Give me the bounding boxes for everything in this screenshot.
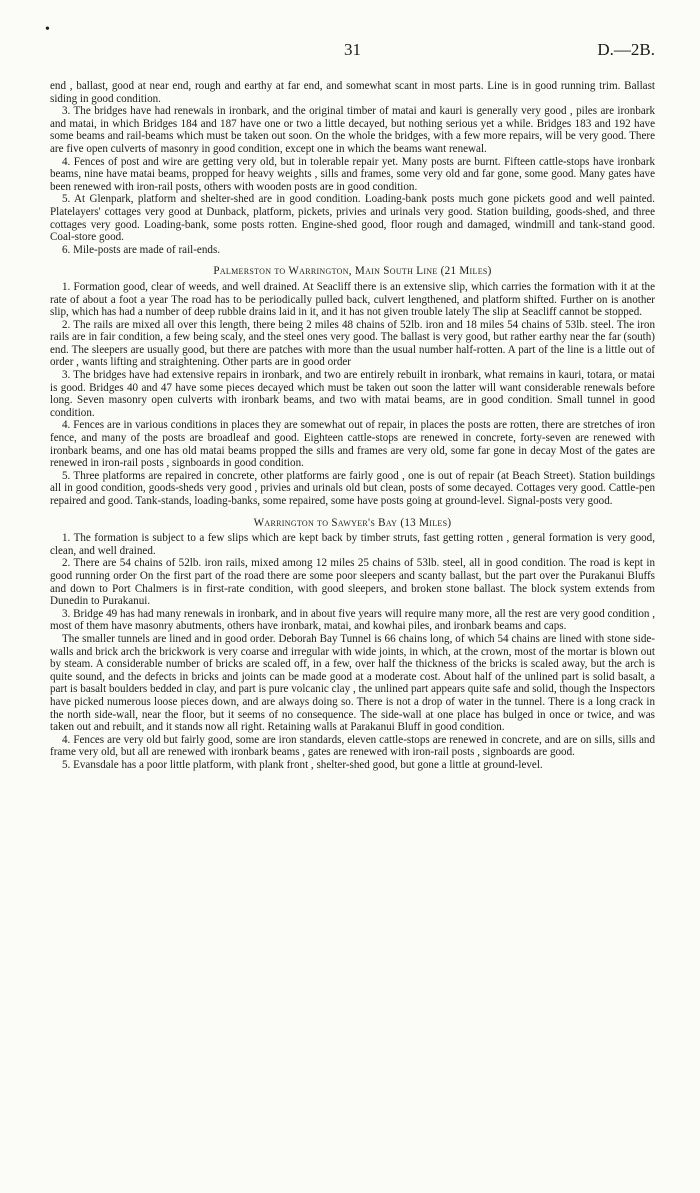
paragraph: The smaller tunnels are lined and in good order. Deborah Bay Tunnel is 66 chains long, of which 54 chains are lined with stone side-walls and brick arch the brickwork is very coarse and irregular with wide joints, in which, at the crown, most of the mortar is blown out by steam. A considerable number of bricks are scaled off, in a few, over half the thickness of the bricks is scaled away, but the arch is quite sound, and the defects in bricks and joints can be made good at a moderate cost. About half of the unlined part is solid basalt, a part is basalt boulders bedded in clay, and part is pure volcanic clay , the unlined part appears quite safe and solid, though the Inspectors have picked numerous loose pieces down, and are always doing so. There is not a drop of water in the tunnel. There is a long crack in the north side-wall, near the floor, but it seems of no consequence. The side-wall at one place has bulged in once or twice, and was taken out and rebuilt, and it stands now all right. Retaining walls at Parakanui Bluff in good condition. xyxy=(50,632,655,734)
document-reference: D.—2B. xyxy=(597,40,655,59)
paragraph: 2. The rails are mixed all over this length, there being 2 miles 48 chains of 52lb. iron and 18 miles 54 chains of 53lb. steel. The iron rails are in fair condition, a few being scaly, and the steel ones very good. The ballast is very good, but rather earthy near the far (south) end. The sleepers are usually good, but there are patches with more than the usual number half-rotten. A part of the line is a little out of order , wants lifting and straightening. Other parts are in good order xyxy=(50,318,655,369)
paragraph: 3. The bridges have had extensive repairs in ironbark, and two are entirely rebuilt in ironbark, what remains in kauri, totara, or matai is good. Bridges 40 and 47 have some pieces decayed which must be taken out soon the latter will want considerable renewals before long. Seven masonry open culverts with ironbark beams, and two with matai beams, are in good condition. Small tunnel in good condition. xyxy=(50,369,655,419)
paragraph: 4. Fences are in various conditions in places they are somewhat out of repair, in places the posts are rotten, there are stretches of iron fence, and many of the posts are broadleaf and good. Eighteen cattle-stops are renewed in concrete, forty-seven are renewed with ironbark beams, and one has old matai beams propped the sills and frames are very old, some far gone in decay Most of the gates are renewed in iron-rail posts , signboards in good condition. xyxy=(50,419,655,470)
page-header xyxy=(50,40,655,64)
paragraph: 2. There are 54 chains of 52lb. iron rails, mixed among 12 miles 25 chains of 53lb. steel, all in good condition. The road is kept in good running order On the first part of the road there are some poor sleepers and scanty ballast, but the part over the Purakanui Bluffs and down to Port Chalmers is in first-rate condition, with good sleepers, and broken stone ballast. The block system extends from Dunedin to Purakanui. xyxy=(50,557,655,608)
paragraph: 3. Bridge 49 has had many renewals in ironbark, and in about five years will require many more, all the rest are very good condition , most of them have masonry abutments, others have ironbark, matai, and kowhai piles, and ironbark beams and caps. xyxy=(50,607,655,633)
page-number: 31 xyxy=(344,40,361,59)
section-heading: Palmerston to Warrington, Main South Line (21 Miles) xyxy=(213,265,492,278)
paragraph: end , ballast, good at near end, rough and earthy at far end, and somewhat scant in most parts. Line is in good running trim. Ballast siding in good condition. xyxy=(50,80,655,105)
paragraph: 1. Formation good, clear of weeds, and well drained. At Seacliff there is an extensive slip, which carries the formation with it at the rate of about a foot a year The road has to be periodically pulled back, culvert lengthened, and platform shifted. Further on is another slip, which has had a number of deep rubble drains laid in it, and it has not given trouble lately The slip at Seacliff cannot be stopped. xyxy=(50,280,655,319)
paragraph: 4. Fences are very old but fairly good, some are iron standards, eleven cattle-stops are renewed in concrete, and are on sills, sills and frame very old, but all are renewed with ironbark beams , gates are renewed with iron-rail posts , signboards are good. xyxy=(50,733,655,759)
paragraph: 1. The formation is subject to a few slips which are kept back by timber struts, fast getting rotten , general formation is very good, clean, and well drained. xyxy=(50,532,655,557)
paragraph: 4. Fences of post and wire are getting very old, but in tolerable repair yet. Many posts are burnt. Fifteen cattle-stops have ironbark beams, nine have matai beams, propped for heavy weights , sills and frames, some very old and far gone, some good. Many gates have been renewed with iron-rail posts, others with wooden posts are in good condition. xyxy=(50,155,655,193)
page-mark: • xyxy=(45,22,50,37)
paragraph: 5. Evansdale has a poor little platform, with plank front , shelter-shed good, but gone a little at ground-level. xyxy=(62,758,543,771)
paragraph: 6. Mile-posts are made of rail-ends. xyxy=(62,243,221,256)
paragraph: 5. Three platforms are repaired in concrete, other platforms are fairly good , one is out of repair (at Beach Street). Station buildings all in good condition, goods-sheds very good , privies and urinals old but clean, posts of some decayed. Cottages very good. Cattle-pen repaired and good. Tank-stands, loading-banks, some repaired, some have posts going at ground-level. Signal-posts very good. xyxy=(50,469,655,507)
section-heading: Warrington to Sawyer's Bay (13 Miles) xyxy=(253,516,452,529)
paragraph: 3. The bridges have had renewals in ironbark, and the original timber of matai and kauri is generally very good , piles are ironbark and matai, in which Bridges 184 and 187 have one or two a little decayed, but nothing serious yet a while. Bridges 183 and 192 have some beams and rail-beams which must be taken out soon. On the whole the bridges, with a few more repairs, will be very good. There are five open culverts of masonry in good condition, except one in which the beams want renewal. xyxy=(50,105,655,155)
page-body xyxy=(50,80,655,771)
paragraph: 5. At Glenpark, platform and shelter-shed are in good condition. Loading-bank posts much gone pickets good and well painted. Platelayers' cottages very good at Dunback, platform, pickets, privies and urinals very good. Station building, goods-shed, and three cottages very good. Loading-bank, some posts rotten. Engine-shed good, floor rough and damaged, windmill and tank-stand good. Coal-store good. xyxy=(50,193,655,244)
